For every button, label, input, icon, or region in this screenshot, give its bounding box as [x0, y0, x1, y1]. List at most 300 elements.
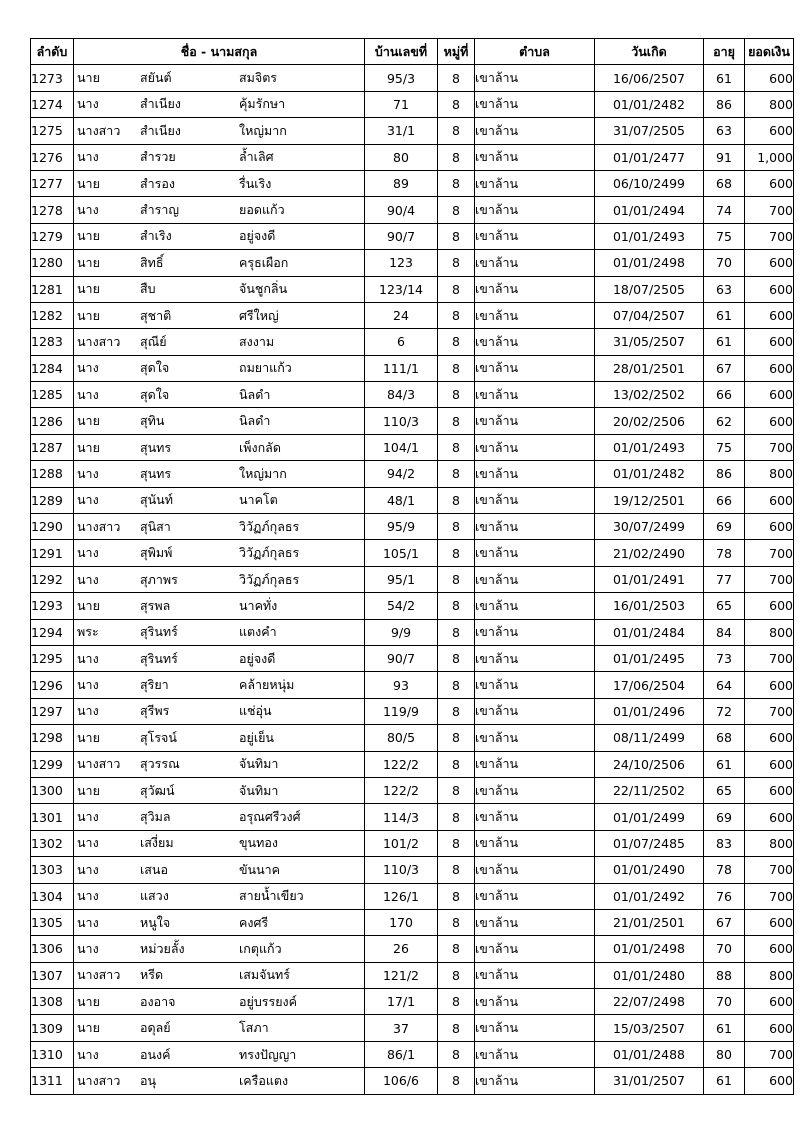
first-name: องอาจ: [140, 993, 176, 1009]
cell-amount: 600: [745, 593, 794, 619]
cell-birthdate: 17/06/2504: [595, 672, 704, 698]
cell-no: 1289: [31, 487, 74, 513]
cell-house-no: 80: [365, 144, 438, 170]
name-title: นางสาว: [77, 122, 121, 138]
cell-house-no: 17/1: [365, 989, 438, 1015]
cell-tambon: เขาล้าน: [475, 197, 595, 223]
name-title: นาย: [77, 228, 100, 244]
cell-house-no: 111/1: [365, 355, 438, 381]
cell-age: 65: [704, 593, 745, 619]
cell-age: 62: [704, 408, 745, 434]
table-row: [31, 144, 794, 170]
name-title: นาง: [77, 1046, 99, 1062]
cell-age: 61: [704, 1015, 745, 1041]
cell-birthdate: 31/05/2507: [595, 329, 704, 355]
cell-no: 1305: [31, 909, 74, 935]
cell-birthdate: 15/03/2507: [595, 1015, 704, 1041]
cell-amount: 600: [745, 804, 794, 830]
first-name: สุทิน: [140, 413, 165, 429]
last-name: เครือแตง: [239, 1072, 289, 1088]
cell-amount: 700: [745, 857, 794, 883]
cell-no: 1304: [31, 883, 74, 909]
cell-house-no: 26: [365, 936, 438, 962]
first-name: สุชาติ: [140, 307, 172, 323]
cell-no: 1297: [31, 698, 74, 724]
cell-age: 63: [704, 276, 745, 302]
first-name: สำรวย: [140, 149, 176, 165]
cell-birthdate: 19/12/2501: [595, 487, 704, 513]
cell-moo: 8: [438, 250, 475, 276]
cell-no: 1290: [31, 514, 74, 540]
cell-amount: 600: [745, 487, 794, 513]
table-row: [31, 355, 794, 381]
cell-age: 80: [704, 1041, 745, 1067]
cell-moo: 8: [438, 936, 475, 962]
cell-house-no: 37: [365, 1015, 438, 1041]
name-title: นาย: [77, 439, 100, 455]
cell-birthdate: 01/07/2485: [595, 830, 704, 856]
cell-age: 61: [704, 329, 745, 355]
cell-name: [74, 434, 365, 460]
cell-name: [74, 223, 365, 249]
cell-birthdate: 01/01/2493: [595, 223, 704, 249]
cell-age: 75: [704, 223, 745, 249]
first-name: สุโรจน์: [140, 729, 177, 745]
cell-amount: 600: [745, 989, 794, 1015]
cell-birthdate: 16/06/2507: [595, 65, 704, 91]
first-name: สุวรรณ: [140, 756, 180, 772]
cell-birthdate: 31/01/2507: [595, 1068, 704, 1094]
cell-tambon: เขาล้าน: [475, 382, 595, 408]
cell-tambon: เขาล้าน: [475, 619, 595, 645]
cell-age: 67: [704, 909, 745, 935]
cell-moo: 8: [438, 566, 475, 592]
cell-age: 67: [704, 355, 745, 381]
header-birthdate: วันเกิด: [595, 39, 704, 65]
cell-house-no: 123: [365, 250, 438, 276]
cell-birthdate: 16/01/2503: [595, 593, 704, 619]
first-name: สุวัฒน์: [140, 782, 175, 798]
cell-age: 76: [704, 883, 745, 909]
cell-house-no: 114/3: [365, 804, 438, 830]
table-row: [31, 751, 794, 777]
cell-house-no: 105/1: [365, 540, 438, 566]
cell-amount: 600: [745, 936, 794, 962]
first-name: สำราญ: [140, 202, 180, 218]
name-title: นาย: [77, 597, 100, 613]
cell-birthdate: 22/11/2502: [595, 777, 704, 803]
cell-birthdate: 13/02/2502: [595, 382, 704, 408]
cell-amount: 600: [745, 250, 794, 276]
cell-age: 70: [704, 250, 745, 276]
table-row: [31, 593, 794, 619]
cell-house-no: 95/9: [365, 514, 438, 540]
first-name: สุณีย์: [140, 333, 167, 349]
cell-no: 1306: [31, 936, 74, 962]
name-title: นางสาว: [77, 1072, 121, 1088]
roster-table: [30, 38, 794, 1095]
cell-age: 61: [704, 302, 745, 328]
first-name: สำเนียง: [140, 96, 181, 112]
last-name: สงงาม: [239, 333, 275, 349]
cell-age: 61: [704, 65, 745, 91]
cell-name: [74, 514, 365, 540]
cell-birthdate: 20/02/2506: [595, 408, 704, 434]
cell-amount: 600: [745, 118, 794, 144]
cell-moo: 8: [438, 461, 475, 487]
cell-house-no: 121/2: [365, 962, 438, 988]
cell-amount: 700: [745, 434, 794, 460]
cell-age: 70: [704, 936, 745, 962]
cell-tambon: เขาล้าน: [475, 777, 595, 803]
cell-name: [74, 276, 365, 302]
name-title: นาง: [77, 703, 99, 719]
cell-name: [74, 144, 365, 170]
name-title: นางสาว: [77, 518, 121, 534]
last-name: นิลดำ: [239, 386, 271, 402]
last-name: วิวัฏภ์กุลธร: [239, 571, 300, 587]
cell-amount: 700: [745, 566, 794, 592]
roster-body: [31, 65, 794, 1094]
last-name: แตงคำ: [239, 624, 277, 640]
table-row: [31, 909, 794, 935]
first-name: สำเริง: [140, 228, 172, 244]
cell-tambon: เขาล้าน: [475, 566, 595, 592]
cell-house-no: 80/5: [365, 725, 438, 751]
first-name: สิทธิ์: [140, 254, 164, 270]
cell-moo: 8: [438, 65, 475, 91]
cell-moo: 8: [438, 645, 475, 671]
first-name: สุนทร: [140, 465, 172, 481]
cell-birthdate: 31/07/2505: [595, 118, 704, 144]
cell-house-no: 71: [365, 91, 438, 117]
cell-moo: 8: [438, 909, 475, 935]
table-row: [31, 329, 794, 355]
name-title: นาง: [77, 545, 99, 561]
cell-tambon: เขาล้าน: [475, 170, 595, 196]
cell-house-no: 122/2: [365, 751, 438, 777]
last-name: จันทิมา: [239, 756, 279, 772]
last-name: อยู่จงดี: [239, 228, 276, 244]
cell-house-no: 119/9: [365, 698, 438, 724]
cell-age: 70: [704, 989, 745, 1015]
cell-amount: 600: [745, 355, 794, 381]
cell-name: [74, 382, 365, 408]
table-row: [31, 619, 794, 645]
cell-age: 83: [704, 830, 745, 856]
cell-age: 66: [704, 382, 745, 408]
cell-moo: 8: [438, 698, 475, 724]
cell-moo: 8: [438, 514, 475, 540]
name-title: นาง: [77, 677, 99, 693]
last-name: จันทิมา: [239, 782, 279, 798]
cell-birthdate: 01/01/2482: [595, 91, 704, 117]
cell-birthdate: 08/11/2499: [595, 725, 704, 751]
cell-no: 1303: [31, 857, 74, 883]
cell-moo: 8: [438, 382, 475, 408]
name-title: นาย: [77, 70, 100, 86]
cell-name: [74, 883, 365, 909]
cell-house-no: 84/3: [365, 382, 438, 408]
cell-amount: 700: [745, 540, 794, 566]
cell-no: 1281: [31, 276, 74, 302]
table-row: [31, 302, 794, 328]
last-name: ถมยาแก้ว: [239, 360, 292, 376]
first-name: หรีด: [140, 967, 164, 983]
cell-no: 1291: [31, 540, 74, 566]
cell-age: 61: [704, 1068, 745, 1094]
table-row: [31, 118, 794, 144]
cell-moo: 8: [438, 329, 475, 355]
cell-tambon: เขาล้าน: [475, 408, 595, 434]
cell-amount: 600: [745, 302, 794, 328]
cell-age: 77: [704, 566, 745, 592]
last-name: นาคโต: [239, 492, 278, 508]
last-name: อยู่เย็น: [239, 729, 274, 745]
cell-moo: 8: [438, 144, 475, 170]
cell-moo: 8: [438, 751, 475, 777]
header-house-no: บ้านเลขที่: [365, 39, 438, 65]
table-row: [31, 514, 794, 540]
header-tambon: ตำบล: [475, 39, 595, 65]
cell-tambon: เขาล้าน: [475, 1068, 595, 1094]
name-title: นาง: [77, 465, 99, 481]
table-row: [31, 434, 794, 460]
cell-moo: 8: [438, 857, 475, 883]
table-row: [31, 962, 794, 988]
cell-house-no: 170: [365, 909, 438, 935]
cell-name: [74, 1068, 365, 1094]
cell-no: 1279: [31, 223, 74, 249]
cell-moo: 8: [438, 619, 475, 645]
cell-no: 1298: [31, 725, 74, 751]
header-age: อายุ: [704, 39, 745, 65]
cell-tambon: เขาล้าน: [475, 909, 595, 935]
name-title: นาย: [77, 1020, 100, 1036]
cell-moo: 8: [438, 434, 475, 460]
cell-tambon: เขาล้าน: [475, 302, 595, 328]
cell-birthdate: 06/10/2499: [595, 170, 704, 196]
cell-no: 1296: [31, 672, 74, 698]
cell-no: 1273: [31, 65, 74, 91]
cell-moo: 8: [438, 962, 475, 988]
cell-tambon: เขาล้าน: [475, 540, 595, 566]
name-title: นาง: [77, 914, 99, 930]
cell-moo: 8: [438, 408, 475, 434]
cell-no: 1294: [31, 619, 74, 645]
last-name: อรุณศรีวงศ์: [239, 809, 301, 825]
cell-house-no: 54/2: [365, 593, 438, 619]
table-row: [31, 804, 794, 830]
cell-tambon: เขาล้าน: [475, 962, 595, 988]
cell-moo: 8: [438, 593, 475, 619]
cell-name: [74, 593, 365, 619]
table-row: [31, 197, 794, 223]
first-name: สุริยา: [140, 677, 169, 693]
cell-house-no: 104/1: [365, 434, 438, 460]
cell-house-no: 86/1: [365, 1041, 438, 1067]
cell-birthdate: 01/01/2482: [595, 461, 704, 487]
cell-birthdate: 24/10/2506: [595, 751, 704, 777]
last-name: ใหญ่มาก: [239, 122, 287, 138]
cell-house-no: 48/1: [365, 487, 438, 513]
cell-amount: 800: [745, 619, 794, 645]
cell-age: 65: [704, 777, 745, 803]
cell-age: 78: [704, 540, 745, 566]
cell-no: 1301: [31, 804, 74, 830]
name-title: นาง: [77, 940, 99, 956]
cell-tambon: เขาล้าน: [475, 461, 595, 487]
cell-age: 74: [704, 197, 745, 223]
cell-age: 86: [704, 91, 745, 117]
cell-birthdate: 18/07/2505: [595, 276, 704, 302]
cell-moo: 8: [438, 804, 475, 830]
name-title: นาย: [77, 254, 100, 270]
cell-amount: 700: [745, 698, 794, 724]
cell-age: 86: [704, 461, 745, 487]
table-row: [31, 698, 794, 724]
cell-no: 1286: [31, 408, 74, 434]
cell-birthdate: 01/01/2491: [595, 566, 704, 592]
last-name: ศรีใหญ่: [239, 307, 279, 323]
cell-birthdate: 01/01/2499: [595, 804, 704, 830]
cell-moo: 8: [438, 1068, 475, 1094]
cell-tambon: เขาล้าน: [475, 672, 595, 698]
cell-age: 72: [704, 698, 745, 724]
cell-amount: 600: [745, 408, 794, 434]
name-title: พระ: [77, 624, 99, 640]
cell-birthdate: 22/07/2498: [595, 989, 704, 1015]
table-row: [31, 1068, 794, 1094]
cell-name: [74, 804, 365, 830]
name-title: นาง: [77, 888, 99, 904]
cell-house-no: 94/2: [365, 461, 438, 487]
cell-name: [74, 329, 365, 355]
cell-tambon: เขาล้าน: [475, 91, 595, 117]
cell-name: [74, 408, 365, 434]
first-name: แสวง: [140, 888, 169, 904]
cell-moo: 8: [438, 170, 475, 196]
table-row: [31, 883, 794, 909]
cell-tambon: เขาล้าน: [475, 751, 595, 777]
cell-name: [74, 355, 365, 381]
cell-name: [74, 1015, 365, 1041]
cell-tambon: เขาล้าน: [475, 936, 595, 962]
cell-no: 1292: [31, 566, 74, 592]
table-row: [31, 1041, 794, 1067]
cell-birthdate: 21/01/2501: [595, 909, 704, 935]
cell-no: 1310: [31, 1041, 74, 1067]
cell-no: 1288: [31, 461, 74, 487]
table-row: [31, 487, 794, 513]
name-title: นาง: [77, 202, 99, 218]
cell-moo: 8: [438, 276, 475, 302]
cell-name: [74, 118, 365, 144]
cell-house-no: 123/14: [365, 276, 438, 302]
cell-tambon: เขาล้าน: [475, 725, 595, 751]
cell-age: 68: [704, 725, 745, 751]
name-title: นางสาว: [77, 756, 121, 772]
cell-house-no: 90/7: [365, 223, 438, 249]
first-name: สุรีพร: [140, 703, 170, 719]
cell-age: 73: [704, 645, 745, 671]
first-name: สยันต์: [140, 70, 172, 86]
cell-house-no: 101/2: [365, 830, 438, 856]
cell-age: 88: [704, 962, 745, 988]
cell-moo: 8: [438, 91, 475, 117]
cell-birthdate: 01/01/2480: [595, 962, 704, 988]
first-name: สุพิมพ์: [140, 545, 173, 561]
cell-amount: 600: [745, 777, 794, 803]
last-name: เสมจันทร์: [239, 967, 290, 983]
cell-no: 1293: [31, 593, 74, 619]
name-title: นาย: [77, 413, 100, 429]
first-name: สำรอง: [140, 175, 175, 191]
cell-house-no: 126/1: [365, 883, 438, 909]
last-name: สมจิตร: [239, 70, 278, 86]
cell-birthdate: 01/01/2498: [595, 250, 704, 276]
cell-no: 1274: [31, 91, 74, 117]
cell-name: [74, 751, 365, 777]
cell-no: 1280: [31, 250, 74, 276]
last-name: ใหญ่มาก: [239, 465, 287, 481]
last-name: คุ้มรักษา: [239, 96, 286, 112]
first-name: สุดใจ: [140, 360, 170, 376]
cell-tambon: เขาล้าน: [475, 144, 595, 170]
header-moo: หมู่ที่: [438, 39, 475, 65]
cell-amount: 800: [745, 91, 794, 117]
cell-no: 1299: [31, 751, 74, 777]
cell-amount: 700: [745, 1041, 794, 1067]
name-title: นาง: [77, 861, 99, 877]
cell-amount: 600: [745, 909, 794, 935]
cell-tambon: เขาล้าน: [475, 276, 595, 302]
cell-age: 66: [704, 487, 745, 513]
last-name: รื่นเริง: [239, 175, 272, 191]
cell-name: [74, 540, 365, 566]
cell-name: [74, 302, 365, 328]
cell-name: [74, 725, 365, 751]
cell-amount: 600: [745, 170, 794, 196]
last-name: ขุนทอง: [239, 835, 278, 851]
cell-name: [74, 830, 365, 856]
last-name: แช่อุ่น: [239, 703, 272, 719]
cell-tambon: เขาล้าน: [475, 1041, 595, 1067]
cell-tambon: เขาล้าน: [475, 355, 595, 381]
cell-birthdate: 01/01/2496: [595, 698, 704, 724]
cell-birthdate: 01/01/2493: [595, 434, 704, 460]
table-row: [31, 645, 794, 671]
cell-moo: 8: [438, 355, 475, 381]
cell-tambon: เขาล้าน: [475, 1015, 595, 1041]
cell-house-no: 89: [365, 170, 438, 196]
cell-moo: 8: [438, 223, 475, 249]
cell-tambon: เขาล้าน: [475, 593, 595, 619]
cell-age: 61: [704, 751, 745, 777]
cell-house-no: 106/6: [365, 1068, 438, 1094]
cell-tambon: เขาล้าน: [475, 250, 595, 276]
cell-amount: 600: [745, 751, 794, 777]
cell-name: [74, 777, 365, 803]
last-name: นิลดำ: [239, 413, 271, 429]
cell-amount: 600: [745, 1068, 794, 1094]
cell-no: 1277: [31, 170, 74, 196]
cell-moo: 8: [438, 540, 475, 566]
name-title: นาย: [77, 281, 100, 297]
name-title: นาย: [77, 307, 100, 323]
cell-name: [74, 461, 365, 487]
first-name: สืบ: [140, 281, 156, 297]
